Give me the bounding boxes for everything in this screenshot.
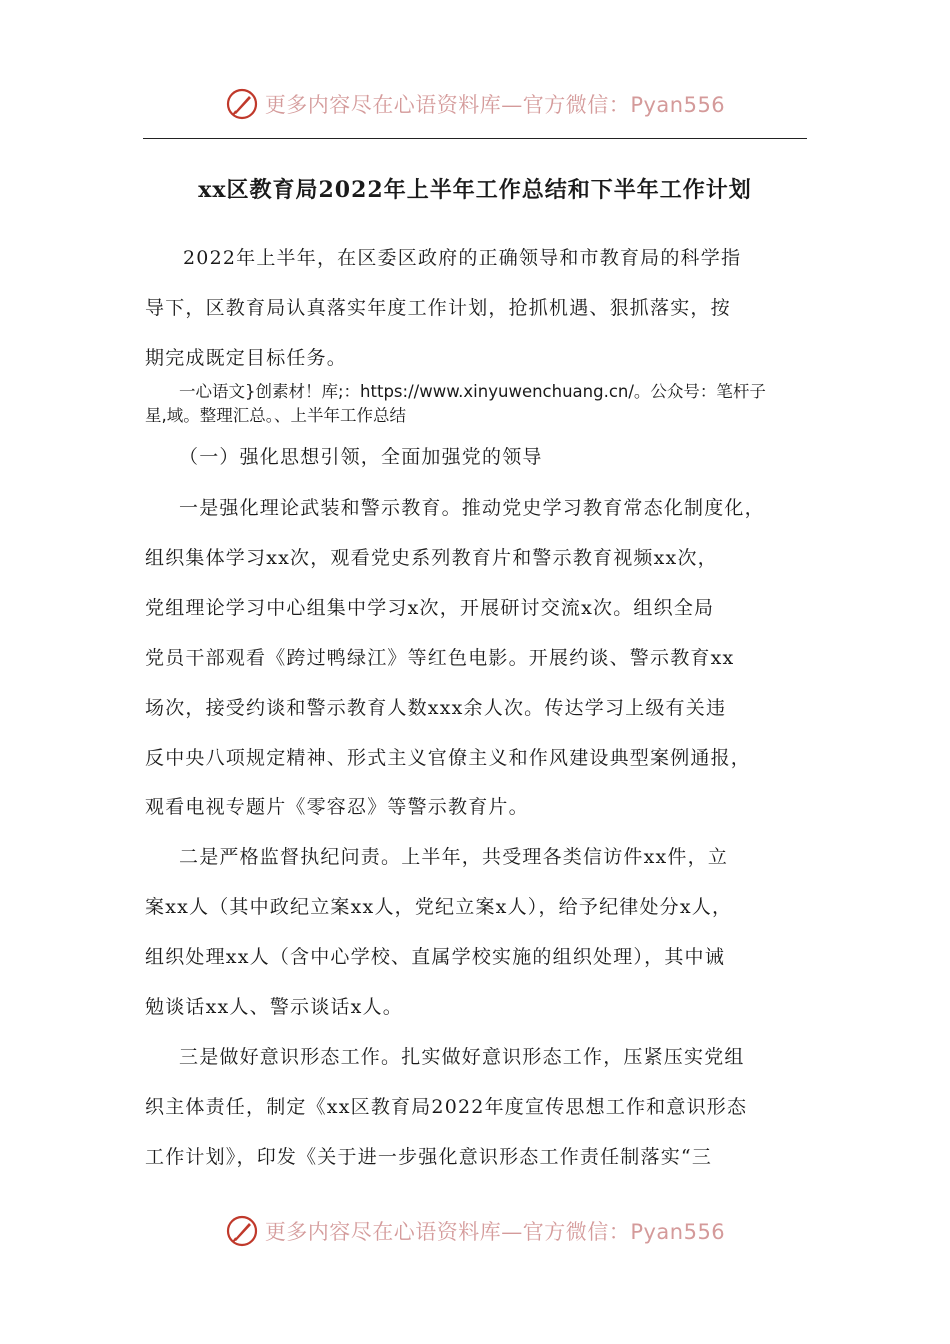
para1-line-5: 场次，接受约谈和警示教育人数xxx余人次。传达学习上级有关违 (145, 697, 727, 719)
para3-line-2: 织主体责任，制定《xx区教育局2022年度宣传思想工作和意识形态 (145, 1096, 748, 1118)
para3-line-1: 三是做好意识形态工作。扎实做好意识形态工作，压紧压实党组 (179, 1046, 745, 1068)
para2-line-3: 组织处理xx人（含中心学校、直属学校实施的组织处理），其中诫 (145, 946, 725, 968)
para2-line-1: 二是严格监督执纪问责。上半年，共受理各类信访件xx件，立 (179, 846, 729, 868)
header-divider (143, 138, 807, 139)
section-heading: （一）强化思想引领，全面加强党的领导 (179, 446, 543, 468)
banner-text: 更多内容尽在心语资料库—官方微信：Pyan556 (264, 1220, 726, 1244)
para1-line-3: 党组理论学习中心组集中学习x次，开展研讨交流x次。组织全局 (145, 597, 715, 619)
para1-line-7: 观看电视专题片《零容忍》等警示教育片。 (145, 796, 529, 818)
quill-pen-logo-icon (225, 1214, 259, 1248)
para1-line-2: 组织集体学习xx次，观看党史系列教育片和警示教育视频xx次， (145, 547, 718, 569)
para1-line-4: 党员干部观看《跨过鸭绿江》等红色电影。开展约谈、警示教育xx (145, 647, 735, 669)
quill-pen-logo-icon (225, 87, 259, 121)
wechat-id: Pyan556 (630, 93, 726, 117)
wechat-id: Pyan556 (630, 1220, 726, 1244)
para1-line-1: 一是强化理论武装和警示教育。推动党史学习教育常态化制度化， (179, 497, 765, 519)
header-banner (0, 82, 950, 126)
intro-line-2: 导下，区教育局认真落实年度工作计划，抢抓机遇、狠抓落实，按 (145, 297, 731, 319)
banner-text: 更多内容尽在心语资料库—官方微信：Pyan556 (264, 93, 726, 117)
para2-line-2: 案xx人（其中政纪立案xx人，党纪立案x人），给予纪律处分x人， (145, 896, 733, 918)
source-note-line-1: 一心语文}创素材！库;：https://www.xinyuwenchuang.cn/。公众号：笔杆子 (179, 382, 766, 401)
para1-line-6: 反中央八项规定精神、形式主义官僚主义和作风建设典型案例通报， (145, 747, 752, 769)
footer-banner (0, 1209, 950, 1253)
source-note-line-2: 星,域。整理汇总。、上半年工作总结 (145, 406, 406, 425)
intro-line-3: 期完成既定目标任务。 (145, 347, 348, 369)
para2-line-4: 勉谈话xx人、警示谈话x人。 (145, 996, 403, 1018)
document-title: xx区教育局2022年上半年工作总结和下半年工作计划 (198, 177, 752, 203)
intro-line-1: 2022年上半年，在区委区政府的正确领导和市教育局的科学指 (183, 247, 742, 269)
para3-line-3: 工作计划》，印发《关于进一步强化意识形态工作责任制落实“三 (145, 1146, 713, 1168)
